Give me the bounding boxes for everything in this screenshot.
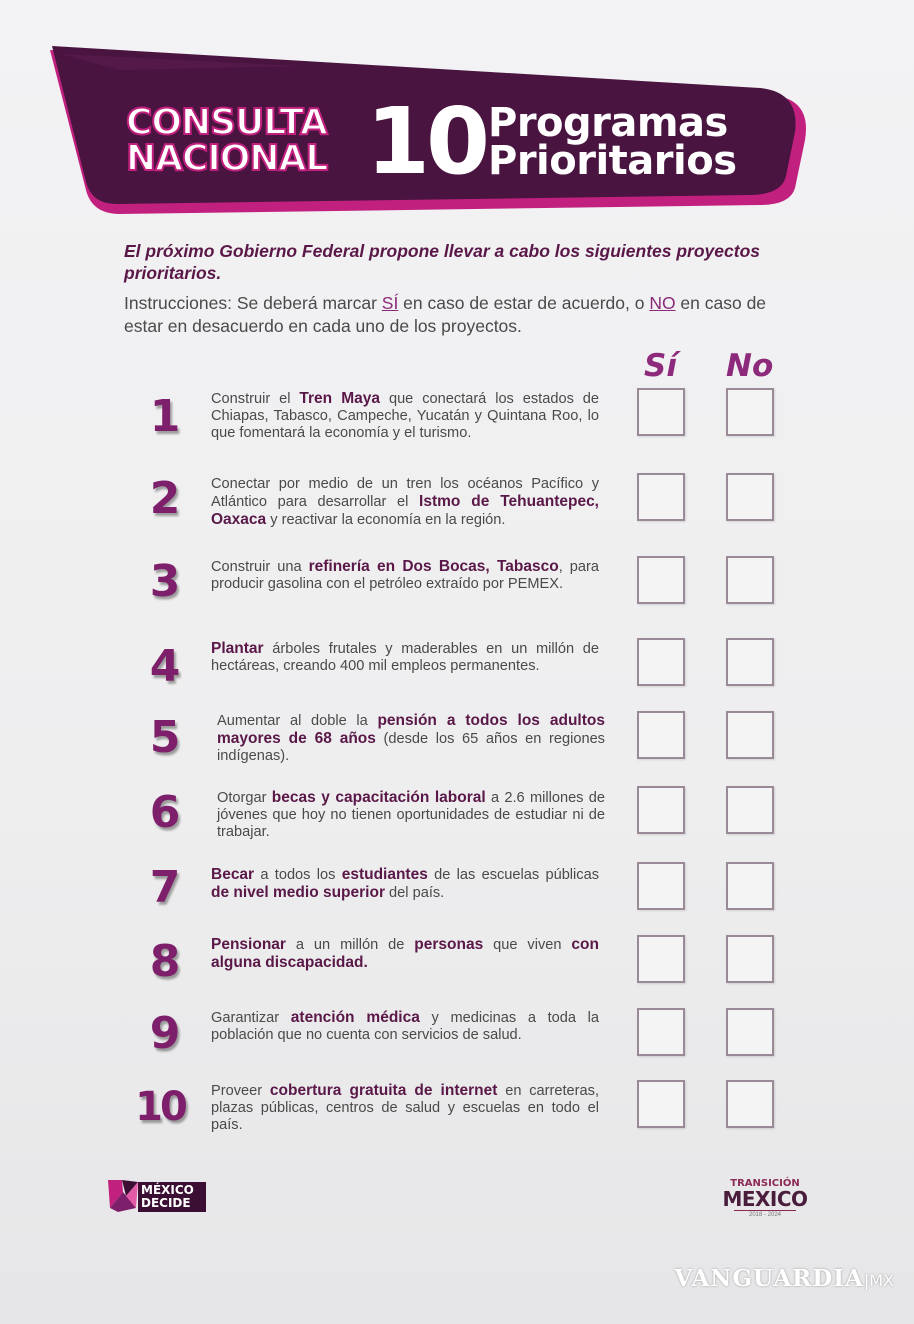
project-highlight: becas y capacitación laboral xyxy=(271,789,486,806)
checkbox-no[interactable] xyxy=(726,711,774,759)
project-number: 7 xyxy=(149,862,181,913)
project-number: 5 xyxy=(149,712,181,763)
header-banner xyxy=(0,0,914,240)
checkbox-no[interactable] xyxy=(726,638,774,686)
project-description xyxy=(211,936,599,972)
project-text: Proveer xyxy=(211,1083,270,1099)
intro-text: El próximo Gobierno Federal propone llevar a cabo los siguientes proyectos prioritarios. xyxy=(124,241,760,283)
project-text: a 2.6 millones de jóvenes que hoy no tienen oportunidades de estudiar ni de trabajar. xyxy=(217,790,606,840)
logo-left-line2: DECIDE xyxy=(141,1196,191,1210)
project-number: 3 xyxy=(149,556,181,607)
checkbox-no[interactable] xyxy=(726,1008,774,1056)
checkbox-no[interactable] xyxy=(726,862,774,910)
project-highlight: Tren Maya xyxy=(299,390,381,407)
project-number: 10 xyxy=(135,1084,185,1130)
project-description xyxy=(211,1082,599,1134)
project-description xyxy=(211,866,599,902)
checkbox-si[interactable] xyxy=(637,556,685,604)
checkbox-si[interactable] xyxy=(637,711,685,759)
instructions-si: SÍ xyxy=(381,293,399,313)
banner-number: 10 xyxy=(366,88,487,195)
project-text: a todos los xyxy=(254,867,342,883)
instructions-after: en caso de estar en desacuerdo en cada uno de los proyectos. xyxy=(124,293,767,336)
project-text: Otorgar xyxy=(217,790,272,806)
project-highlight: Becar xyxy=(211,866,255,883)
checkbox-si[interactable] xyxy=(637,1008,685,1056)
vanguardia-watermark xyxy=(674,1265,894,1292)
project-highlight: atención médica xyxy=(290,1009,420,1026)
checkbox-si[interactable] xyxy=(637,473,685,521)
transicion-mexico-logo xyxy=(720,1178,810,1219)
checkbox-no[interactable] xyxy=(726,388,774,436)
watermark-main: VANGUARDIA xyxy=(674,1265,864,1292)
logo-right-line1: TRANSICIÓN xyxy=(730,1178,800,1189)
project-number: 4 xyxy=(149,641,181,692)
project-text: de las escuelas públicas xyxy=(427,867,599,883)
mexico-decide-logo xyxy=(106,1178,194,1217)
project-description xyxy=(217,789,605,841)
project-number: 9 xyxy=(149,1008,181,1059)
project-text: Construir una xyxy=(211,559,309,575)
banner-programas: Programas xyxy=(488,100,728,146)
logo-right-line3: 2018 - 2024 xyxy=(734,1210,796,1219)
project-text: , para producir gasolina con el petróleo extraído por PEMEX. xyxy=(211,559,599,592)
checkbox-si[interactable] xyxy=(637,1080,685,1128)
project-text: Garantizar xyxy=(211,1010,291,1026)
instructions-no: NO xyxy=(649,293,676,313)
project-text: del país. xyxy=(385,885,445,901)
project-description xyxy=(211,476,599,529)
project-text: Construir el xyxy=(211,391,300,407)
project-number: 6 xyxy=(149,787,181,838)
project-text: Aumentar al doble la xyxy=(217,713,378,729)
project-highlight: Pensionar xyxy=(211,936,286,953)
project-highlight: cobertura gratuita de internet xyxy=(269,1082,498,1099)
instructions-text xyxy=(124,292,804,338)
checkbox-no[interactable] xyxy=(726,556,774,604)
instructions-before: Instrucciones: Se deberá marcar xyxy=(124,293,382,313)
checkbox-no[interactable] xyxy=(726,786,774,834)
project-text: que viven xyxy=(483,937,572,953)
project-text: y reactivar la economía en la región. xyxy=(266,512,506,528)
project-highlight: pensión a todos los adultos mayores de 68 años xyxy=(217,712,605,747)
project-highlight: con alguna discapacidad. xyxy=(211,936,599,971)
column-header-si: Sí xyxy=(644,348,677,384)
project-highlight: Plantar xyxy=(211,640,264,657)
project-highlight: estudiantes xyxy=(341,866,428,883)
project-number: 2 xyxy=(149,473,181,524)
checkbox-si[interactable] xyxy=(637,388,685,436)
watermark-suffix: |MX xyxy=(863,1271,894,1290)
project-highlight: refinería en Dos Bocas, Tabasco xyxy=(308,558,559,575)
mexico-decide-icon xyxy=(106,1178,140,1212)
project-description xyxy=(211,558,599,593)
checkbox-no[interactable] xyxy=(726,473,774,521)
project-description xyxy=(217,712,605,765)
checkbox-si[interactable] xyxy=(637,862,685,910)
project-text: a un millón de xyxy=(285,937,415,953)
banner-consulta: CONSULTA xyxy=(126,102,327,143)
project-text: en carreteras, plazas públicas, centros de salud y escuelas en todo el país. xyxy=(211,1083,600,1133)
project-highlight: personas xyxy=(414,936,484,953)
project-highlight: Istmo de Tehuantepec, Oaxaca xyxy=(211,493,599,528)
checkbox-si[interactable] xyxy=(637,786,685,834)
project-description xyxy=(211,1009,599,1044)
banner-programas-prioritarios xyxy=(488,100,737,184)
project-description xyxy=(211,390,599,442)
project-text: y medicinas a toda la población que no cuenta con servicios de salud. xyxy=(211,1010,599,1043)
checkbox-no[interactable] xyxy=(726,1080,774,1128)
mexico-decide-text xyxy=(138,1182,206,1212)
column-header-no: No xyxy=(726,348,774,384)
project-highlight: de nivel medio superior xyxy=(211,884,385,901)
logo-left-line1: MÉXICO xyxy=(141,1183,194,1197)
banner-consulta-nacional xyxy=(126,102,366,179)
project-description xyxy=(211,640,599,675)
checkbox-si[interactable] xyxy=(637,935,685,983)
project-text: que conectará los estados de Chiapas, Tabasco, Campeche, Yucatán y Quintana Roo, lo que fomentará la economía y el turismo. xyxy=(211,391,600,441)
project-text: (desde los 65 años en regiones indígenas). xyxy=(217,731,605,764)
project-number: 8 xyxy=(149,936,181,987)
instructions-middle: en caso de estar de acuerdo, o xyxy=(398,293,650,313)
project-text: Conectar por medio de un tren los océanos Pacífico y Atlántico para desarrollar el xyxy=(211,476,599,510)
banner-prioritarios: Prioritarios xyxy=(488,138,737,184)
checkbox-si[interactable] xyxy=(637,638,685,686)
project-number: 1 xyxy=(149,391,181,442)
project-text: árboles frutales y maderables en un millón de hectáreas, creando 400 mil empleos permanentes. xyxy=(211,641,599,674)
logo-right-line2: MEXICO xyxy=(722,1187,808,1211)
checkbox-no[interactable] xyxy=(726,935,774,983)
banner-nacional: NACIONAL xyxy=(126,138,328,179)
